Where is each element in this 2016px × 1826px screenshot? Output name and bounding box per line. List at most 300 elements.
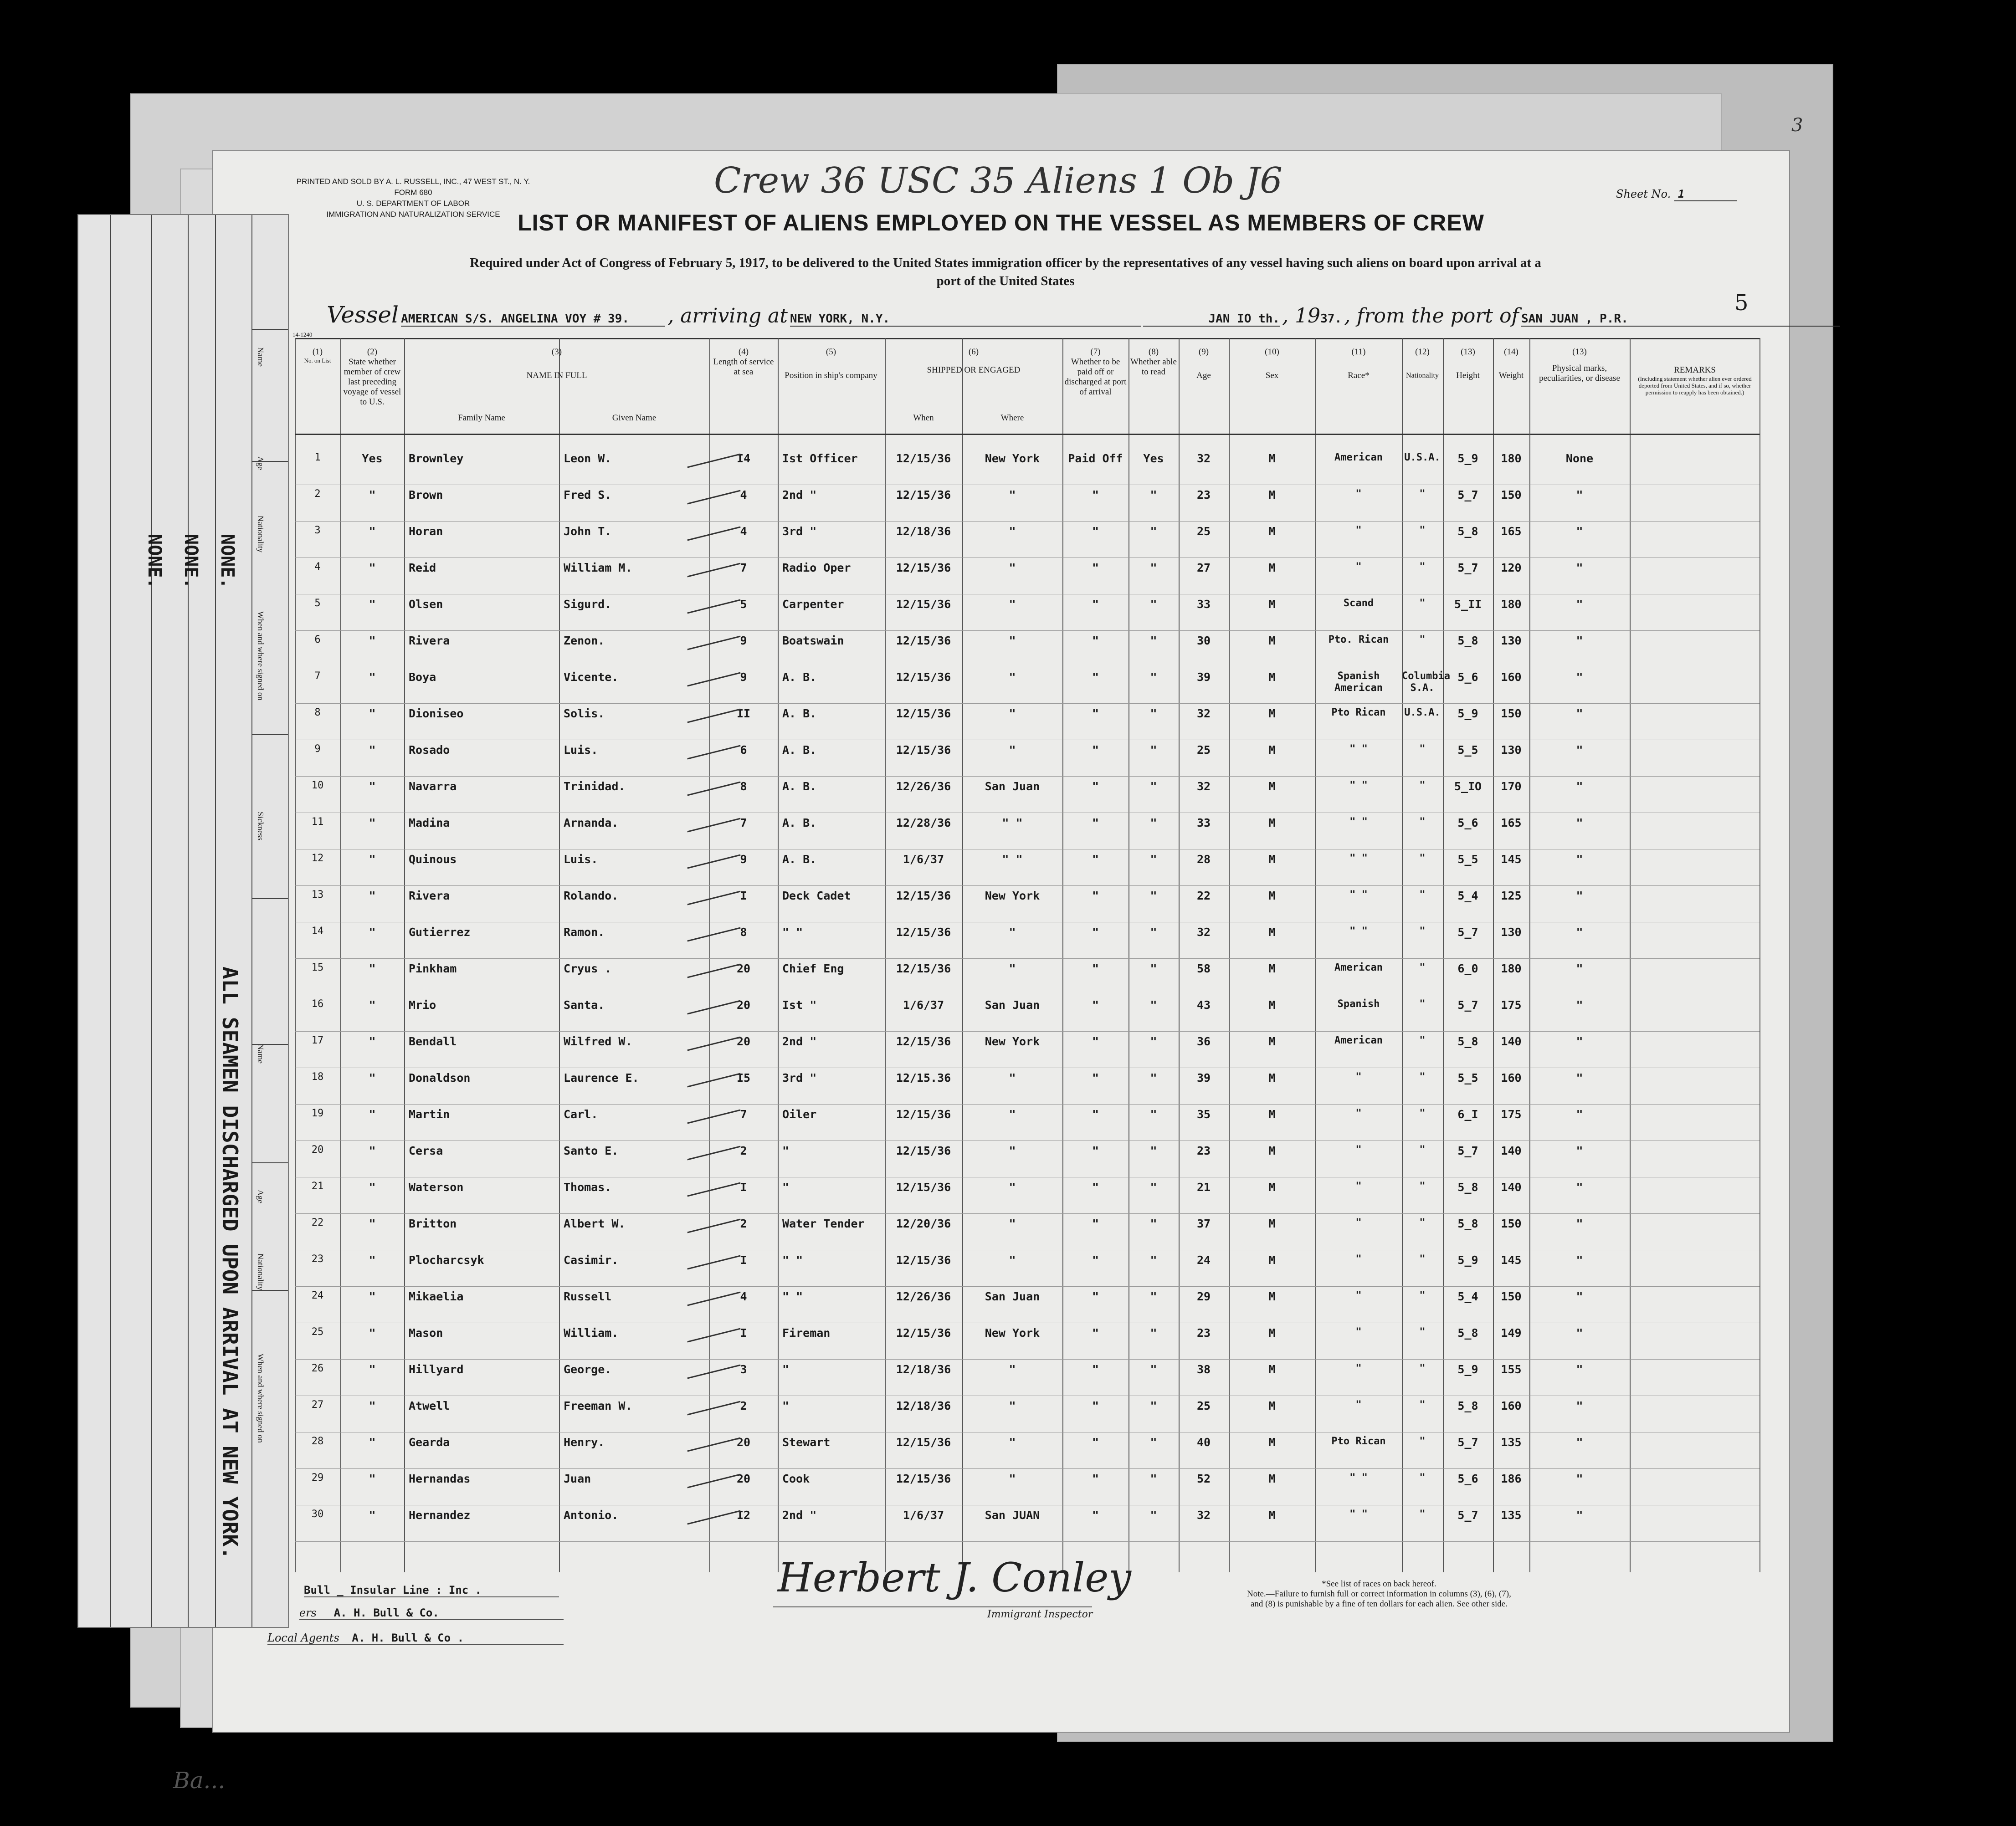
cell-race: " (1355, 1108, 1362, 1119)
cell-prev-voyage: " (369, 1181, 376, 1194)
cell-able-to-read: " (1150, 1399, 1157, 1412)
cell-weight: 130 (1501, 634, 1522, 647)
arrival-year: 37. (1320, 312, 1342, 326)
header-bottom-rule (295, 434, 1760, 435)
cell-shipped-where: " (1009, 962, 1016, 975)
cell-shipped-where: " (1009, 1399, 1016, 1412)
cell-physical-marks: " (1576, 707, 1583, 720)
cell-age: 25 (1196, 743, 1211, 757)
line-agents (299, 1606, 564, 1620)
cell-shipped-when: 12/15/36 (896, 962, 951, 975)
from-port: SAN JUAN , P.R. (1521, 312, 1840, 327)
arriving-port: NEW YORK, N.Y. (790, 312, 1141, 327)
cell-able-to-read: " (1150, 670, 1157, 684)
cell-given-name: William M. (564, 561, 632, 574)
cell-service-length: 9 (740, 853, 747, 866)
slip-none-1: NONE. (217, 534, 238, 589)
cell-paid-off: " (1092, 598, 1099, 611)
cell-family-name: Mikaelia (409, 1290, 464, 1303)
cell-age: 23 (1196, 488, 1211, 501)
cell-service-length: 9 (740, 670, 747, 684)
cell-height: 5_8 (1457, 1181, 1478, 1194)
cell-position: Chief Eng (782, 962, 844, 975)
cell-paid-off: " (1092, 889, 1099, 902)
cell-shipped-when: 1/6/37 (903, 1509, 944, 1522)
cell-family-name: Mason (409, 1326, 443, 1340)
cell-given-name: Russell (564, 1290, 612, 1303)
cell-height: 5_9 (1457, 452, 1478, 465)
cell-race: " (1355, 525, 1362, 536)
cell-row-no: 12 (311, 853, 324, 864)
cell-physical-marks: " (1576, 926, 1583, 939)
cell-weight: 150 (1501, 488, 1522, 501)
cell-prev-voyage: " (369, 634, 376, 647)
footnote-line1: Note.—Failure to furnish full or correct information in columns (3), (6), (7), (1247, 1589, 1511, 1599)
cell-service-length: 2 (740, 1399, 747, 1412)
cell-nationality: " (1419, 1436, 1426, 1447)
cell-age: 35 (1196, 1108, 1211, 1121)
cell-position: Oiler (782, 1108, 817, 1121)
footnote (1247, 1579, 1511, 1609)
cell-position: Ist Officer (782, 452, 858, 465)
cell-position: 3rd " (782, 525, 817, 538)
cell-able-to-read: " (1150, 780, 1157, 793)
cell-nationality: " (1419, 1509, 1426, 1520)
cell-shipped-where: " " (1002, 816, 1023, 829)
cell-row-no: 7 (314, 670, 321, 682)
cell-height: 5_5 (1457, 1071, 1478, 1084)
cell-height: 5_5 (1457, 853, 1478, 866)
cell-nationality: " (1419, 1363, 1426, 1374)
cell-given-name: Henry. (564, 1436, 605, 1449)
corner-mark: 3 (1791, 115, 1803, 136)
cell-physical-marks: " (1576, 1035, 1583, 1048)
cell-age: 38 (1196, 1363, 1211, 1376)
cell-position: A. B. (782, 816, 817, 829)
cell-family-name: Dioniseo (409, 707, 464, 720)
cell-able-to-read: " (1150, 743, 1157, 757)
cell-physical-marks: " (1576, 816, 1583, 829)
cell-paid-off: " (1092, 1071, 1099, 1084)
cell-family-name: Waterson (409, 1181, 464, 1194)
cell-weight: 140 (1501, 1035, 1522, 1048)
cell-nationality: " (1419, 634, 1426, 645)
cell-position: " " (782, 1290, 803, 1303)
cell-service-length: 20 (736, 1035, 751, 1048)
cell-row-no: 25 (311, 1326, 324, 1338)
cell-given-name: Arnanda. (564, 816, 619, 829)
cell-prev-voyage: " (369, 998, 376, 1012)
cell-height: 5_8 (1457, 634, 1478, 647)
cell-physical-marks: " (1576, 1363, 1583, 1376)
cell-position: A. B. (782, 743, 817, 757)
cell-physical-marks: " (1576, 525, 1583, 538)
cell-race: " (1355, 1399, 1362, 1411)
cell-height: 5_8 (1457, 525, 1478, 538)
cell-sex: M (1268, 1253, 1276, 1267)
line-agents-label: ers (299, 1606, 317, 1619)
cell-shipped-when: 12/15.36 (896, 1071, 951, 1084)
slip-label-nationality: Nationality (256, 516, 265, 552)
cell-given-name: Zenon. (564, 634, 605, 647)
page-mark: 5 (1734, 290, 1749, 316)
cell-prev-voyage: " (369, 1035, 376, 1048)
sheet-number-value: 1 (1674, 188, 1737, 201)
cell-race: " " (1349, 743, 1368, 755)
corner-scribble: Ba... (173, 1767, 226, 1794)
cell-race: American (1334, 452, 1383, 463)
cell-paid-off: " (1092, 1363, 1099, 1376)
cell-row-no: 11 (311, 816, 324, 828)
cell-family-name: Reid (409, 561, 436, 574)
cell-service-length: I (740, 889, 747, 902)
cell-family-name: Britton (409, 1217, 457, 1230)
cell-sex: M (1268, 707, 1276, 720)
slip-none-3: NONE. (144, 534, 165, 589)
cell-race: " " (1349, 853, 1368, 864)
cell-shipped-when: 12/15/36 (896, 889, 951, 902)
cell-race: Pto Rican (1331, 1436, 1386, 1447)
cell-service-length: I (740, 1326, 747, 1340)
cell-family-name: Brownley (409, 452, 464, 465)
cell-height: 5_9 (1457, 1363, 1478, 1376)
cell-prev-voyage: " (369, 780, 376, 793)
cell-physical-marks: " (1576, 1144, 1583, 1157)
cell-age: 32 (1196, 452, 1211, 465)
col-header-family-name: Family Name (458, 413, 505, 423)
footnote-line2: and (8) is punishable by a fine of ten dollars for each alien. See other side. (1250, 1599, 1508, 1609)
from-label: , from the port of (1344, 304, 1519, 327)
slip-label-age: Age (256, 456, 265, 470)
cell-nationality: " (1419, 743, 1426, 755)
cell-able-to-read: " (1150, 926, 1157, 939)
cell-prev-voyage: " (369, 1144, 376, 1157)
cell-position: Stewart (782, 1436, 831, 1449)
cell-able-to-read: " (1150, 598, 1157, 611)
cell-given-name: Santa. (564, 998, 605, 1012)
cell-given-name: Santo E. (564, 1144, 619, 1157)
cell-position: " (782, 1363, 790, 1376)
cell-row-no: 29 (311, 1472, 324, 1483)
col-header-nationality: (12) Nationality (1406, 347, 1439, 379)
cell-age: 32 (1196, 707, 1211, 720)
cell-sex: M (1268, 1472, 1276, 1485)
cell-family-name: Hernandez (409, 1509, 471, 1522)
cell-able-to-read: " (1150, 1253, 1157, 1267)
cell-paid-off: " (1092, 525, 1099, 538)
cell-row-no: 9 (314, 743, 321, 755)
cell-shipped-where: " (1009, 1144, 1016, 1157)
cell-weight: 165 (1501, 525, 1522, 538)
cell-position: " (782, 1181, 790, 1194)
cell-service-length: 7 (740, 1108, 747, 1121)
cell-height: 5_7 (1457, 561, 1478, 574)
cell-prev-voyage: " (369, 962, 376, 975)
col-header-paid-off: (7) Whether to be paid off or discharged at port of arrival (1064, 347, 1127, 397)
cell-race: Spanish American (1334, 670, 1383, 694)
cell-nationality: " (1419, 1326, 1426, 1338)
cell-physical-marks: None (1565, 452, 1594, 465)
cell-given-name: Freeman W. (564, 1399, 632, 1412)
cell-paid-off: " (1092, 1290, 1099, 1303)
cell-family-name: Donaldson (409, 1071, 471, 1084)
year-prefix: , 19 (1282, 304, 1321, 327)
cell-height: 5_7 (1457, 1509, 1478, 1522)
cell-weight: 155 (1501, 1363, 1522, 1376)
cell-shipped-when: 1/6/37 (903, 998, 944, 1012)
cell-position: A. B. (782, 853, 817, 866)
cell-sex: M (1268, 1108, 1276, 1121)
cell-race: American (1334, 962, 1383, 973)
cell-height: 5_IO (1454, 780, 1482, 793)
cell-physical-marks: " (1576, 780, 1583, 793)
cell-prev-voyage: " (369, 1399, 376, 1412)
cell-nationality: " (1419, 853, 1426, 864)
cell-age: 33 (1196, 816, 1211, 829)
cell-given-name: Wilfred W. (564, 1035, 632, 1048)
cell-sex: M (1268, 452, 1276, 465)
cell-shipped-where: San Juan (985, 780, 1040, 793)
cell-position: " " (782, 1253, 803, 1267)
cell-shipped-when: 1/6/37 (903, 853, 944, 866)
cell-given-name: John T. (564, 525, 612, 538)
cell-able-to-read: " (1150, 962, 1157, 975)
cell-race: American (1334, 1035, 1383, 1046)
cell-paid-off: " (1092, 1181, 1099, 1194)
cell-position: A. B. (782, 670, 817, 684)
cell-age: 24 (1196, 1253, 1211, 1267)
cell-row-no: 1 (314, 452, 321, 463)
cell-nationality: " (1419, 1071, 1426, 1083)
cell-height: 5_II (1454, 598, 1482, 611)
cell-physical-marks: " (1576, 598, 1583, 611)
footnote-races: *See list of races on back hereof. (1322, 1579, 1436, 1589)
cell-height: 5_8 (1457, 1035, 1478, 1048)
col-header-given-name: Given Name (612, 413, 657, 423)
cell-age: 40 (1196, 1436, 1211, 1449)
cell-race: " (1355, 1253, 1362, 1265)
cell-nationality: " (1419, 1035, 1426, 1046)
cell-shipped-where: New York (985, 889, 1040, 902)
cell-row-no: 17 (311, 1035, 324, 1046)
cell-height: 5_4 (1457, 889, 1478, 902)
cell-race: " (1355, 1290, 1362, 1301)
cell-shipped-when: 12/18/36 (896, 1399, 951, 1412)
cell-prev-voyage: " (369, 743, 376, 757)
cell-service-length: I (740, 1253, 747, 1267)
cell-race: " " (1349, 889, 1368, 900)
cell-shipped-where: " (1009, 1181, 1016, 1194)
cell-position: A. B. (782, 780, 817, 793)
cell-height: 5_7 (1457, 926, 1478, 939)
cell-position: Radio Oper (782, 561, 851, 574)
printer-line: PRINTED AND SOLD BY A. L. RUSSELL, INC., 47 WEST ST., N. Y. (296, 177, 530, 186)
cell-position: " (782, 1399, 790, 1412)
cell-able-to-read: " (1150, 889, 1157, 902)
cell-physical-marks: " (1576, 1217, 1583, 1230)
cell-age: 58 (1196, 962, 1211, 975)
cell-shipped-when: 12/18/36 (896, 1363, 951, 1376)
cell-row-no: 22 (311, 1217, 324, 1228)
cell-row-no: 28 (311, 1436, 324, 1447)
form-code: 14-1240 (292, 331, 313, 338)
cell-age: 28 (1196, 853, 1211, 866)
cell-given-name: George. (564, 1363, 612, 1376)
cell-shipped-where: " (1009, 1071, 1016, 1084)
cell-prev-voyage: " (369, 598, 376, 611)
cell-prev-voyage: " (369, 670, 376, 684)
cell-height: 5_4 (1457, 1290, 1478, 1303)
cell-physical-marks: " (1576, 1436, 1583, 1449)
col-header-name: (3) NAME IN FULL (526, 347, 587, 380)
cell-height: 5_9 (1457, 707, 1478, 720)
cell-service-length: 20 (736, 1472, 751, 1485)
cell-shipped-where: San Juan (985, 998, 1040, 1012)
cell-sex: M (1268, 1399, 1276, 1412)
cell-shipped-where: " " (1002, 853, 1023, 866)
cell-service-length: 20 (736, 962, 751, 975)
cell-age: 39 (1196, 1071, 1211, 1084)
vessel-label: Vessel (327, 302, 399, 328)
cell-service-length: 2 (740, 1144, 747, 1157)
cell-age: 36 (1196, 1035, 1211, 1048)
cell-age: 29 (1196, 1290, 1211, 1303)
cell-shipped-where: San JUAN (985, 1509, 1040, 1522)
cell-sex: M (1268, 1436, 1276, 1449)
cell-nationality: " (1419, 926, 1426, 937)
cell-sex: M (1268, 816, 1276, 829)
cell-family-name: Rivera (409, 889, 450, 902)
slip-label-signed-on: When and where signed on (256, 611, 265, 701)
cell-weight: 135 (1501, 1436, 1522, 1449)
cell-family-name: Brown (409, 488, 443, 501)
cell-able-to-read: " (1150, 816, 1157, 829)
local-agents (267, 1632, 564, 1645)
slip-label-name-2: Name (256, 1044, 265, 1064)
cell-height: 5_6 (1457, 670, 1478, 684)
col-header-service: (4) Length of service at sea (713, 347, 774, 377)
cell-paid-off: " (1092, 1399, 1099, 1412)
slip-discharge-stamp: ALL SEAMEN DISCHARGED UPON ARRIVAL AT NEW YORK. (218, 967, 242, 1560)
cell-weight: 186 (1501, 1472, 1522, 1485)
inspector-label: Immigrant Inspector (987, 1609, 1093, 1620)
cell-physical-marks: " (1576, 1108, 1583, 1121)
cell-age: 25 (1196, 1399, 1211, 1412)
cell-row-no: 3 (314, 525, 321, 536)
col-header-shipped: (6) SHIPPED OR ENGAGED (927, 347, 1021, 375)
cell-service-length: I (740, 1181, 747, 1194)
cell-prev-voyage: " (369, 1071, 376, 1084)
cell-family-name: Quinous (409, 853, 457, 866)
cell-able-to-read: " (1150, 1436, 1157, 1449)
cell-able-to-read: Yes (1143, 452, 1164, 465)
cell-shipped-when: 12/15/36 (896, 1436, 951, 1449)
cell-shipped-when: 12/15/36 (896, 598, 951, 611)
cell-shipped-when: 12/15/36 (896, 1253, 951, 1267)
cell-position: Boatswain (782, 634, 844, 647)
cell-nationality: " (1419, 1290, 1426, 1301)
cell-position: Ist " (782, 998, 817, 1012)
cell-nationality: " (1419, 1399, 1426, 1411)
cell-shipped-when: 12/15/36 (896, 707, 951, 720)
cell-given-name: William. (564, 1326, 619, 1340)
cell-given-name: Carl. (564, 1108, 598, 1121)
cell-height: 5_5 (1457, 743, 1478, 757)
col-header-age: (9) Age (1196, 347, 1211, 380)
cell-given-name: Solis. (564, 707, 605, 720)
cell-race: " " (1349, 1509, 1368, 1520)
cell-age: 32 (1196, 926, 1211, 939)
cell-weight: 180 (1501, 962, 1522, 975)
form-subtitle: Required under Act of Congress of February 5, 1917, to be delivered to the United States immigration officer by the representatives of any vessel having such aliens on board upon arrival at a port of the United States (470, 256, 1541, 288)
cell-race: Scand (1343, 598, 1374, 609)
cell-shipped-when: 12/15/36 (896, 561, 951, 574)
cell-shipped-where: New York (985, 452, 1040, 465)
cell-given-name: Sigurd. (564, 598, 612, 611)
crew-manifest-form (212, 150, 1790, 1733)
cell-position: 3rd " (782, 1071, 817, 1084)
cell-height: 5_7 (1457, 998, 1478, 1012)
cell-shipped-where: " (1009, 1108, 1016, 1121)
cell-physical-marks: " (1576, 962, 1583, 975)
cell-position: Water Tender (782, 1217, 865, 1230)
cell-nationality: " (1419, 598, 1426, 609)
cell-row-no: 14 (311, 926, 324, 937)
cell-physical-marks: " (1576, 670, 1583, 684)
cell-shipped-when: 12/28/36 (896, 816, 951, 829)
cell-family-name: Hillyard (409, 1363, 464, 1376)
cell-prev-voyage: " (369, 889, 376, 902)
cell-paid-off: " (1092, 853, 1099, 866)
cell-age: 32 (1196, 1509, 1211, 1522)
cell-position: 2nd " (782, 1035, 817, 1048)
cell-height: 5_6 (1457, 816, 1478, 829)
cell-shipped-where: " (1009, 926, 1016, 939)
cell-height: 5_6 (1457, 1472, 1478, 1485)
cell-position: A. B. (782, 707, 817, 720)
cell-row-no: 18 (311, 1071, 324, 1083)
inspector-line (773, 1606, 1092, 1607)
cell-paid-off: " (1092, 670, 1099, 684)
cell-prev-voyage: " (369, 525, 376, 538)
cell-service-length: 8 (740, 780, 747, 793)
cell-given-name: Trinidad. (564, 780, 626, 793)
cell-given-name: Luis. (564, 853, 598, 866)
cell-race: " (1355, 561, 1362, 573)
cell-sex: M (1268, 1290, 1276, 1303)
cell-nationality: " (1419, 525, 1426, 536)
cell-weight: 160 (1501, 1399, 1522, 1412)
department-name: U. S. DEPARTMENT OF LABOR (356, 199, 470, 208)
cell-service-length: 6 (740, 743, 747, 757)
cell-paid-off: Paid Off (1068, 452, 1123, 465)
cell-sex: M (1268, 926, 1276, 939)
cell-family-name: Pinkham (409, 962, 457, 975)
cell-race: " " (1349, 816, 1368, 828)
cell-service-length: 2 (740, 1217, 747, 1230)
cell-physical-marks: " (1576, 998, 1583, 1012)
col-header-prev-voyage: (2) State whether member of crew last preceding voyage of vessel to U.S. (343, 347, 401, 407)
inspector-signature: Herbert J. Conley (778, 1554, 1132, 1601)
cell-weight: 130 (1501, 743, 1522, 757)
cell-shipped-where: San Juan (985, 1290, 1040, 1303)
cell-paid-off: " (1092, 1217, 1099, 1230)
vessel-line (327, 302, 1840, 328)
discharge-slip (77, 214, 289, 1628)
cell-nationality: " (1419, 1144, 1426, 1156)
cell-position: " " (782, 926, 803, 939)
cell-sex: M (1268, 1071, 1276, 1084)
